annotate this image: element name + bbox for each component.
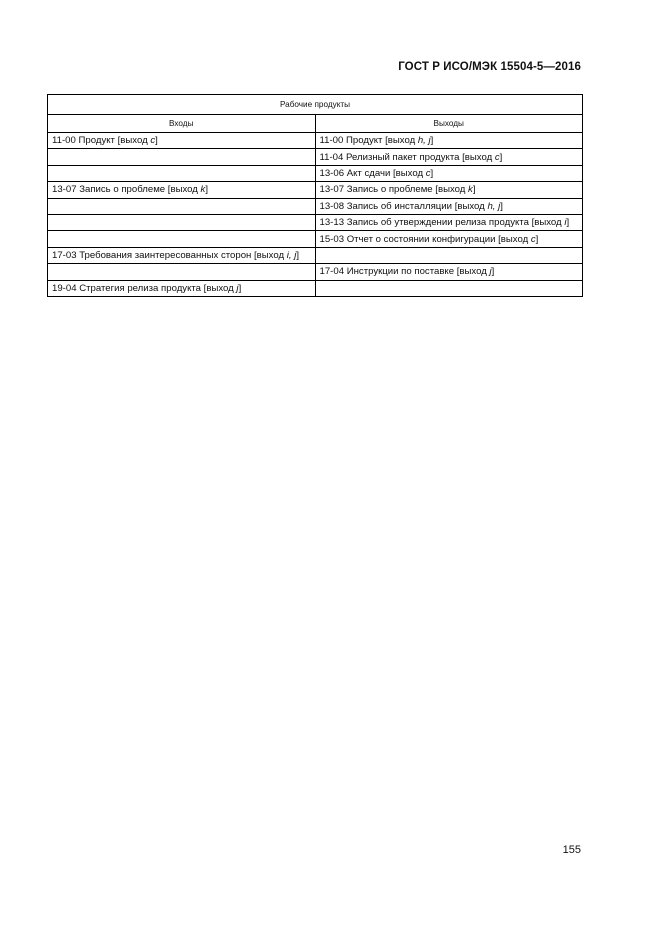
column-header-outputs: Выходы [315, 115, 583, 133]
table-row [48, 231, 583, 247]
input-cell [48, 198, 316, 214]
column-header-inputs: Входы [48, 115, 316, 133]
table-row [48, 165, 583, 181]
output-cell: 11-04 Релизный пакет продукта [выход c] [315, 149, 583, 165]
input-cell: 11-00 Продукт [выход c] [48, 133, 316, 149]
output-cell: 15-03 Отчет о состоянии конфигурации [выход c] [315, 231, 583, 247]
output-cell: 13-08 Запись об инсталляции [выход h, j] [315, 198, 583, 214]
table-row [48, 182, 583, 198]
input-cell [48, 214, 316, 230]
work-products-table [47, 94, 583, 297]
table-row [48, 149, 583, 165]
input-cell [48, 165, 316, 181]
table-row [48, 264, 583, 280]
output-cell [315, 280, 583, 296]
table-row [48, 198, 583, 214]
table-title: Рабочие продукты [48, 95, 583, 115]
page-number: 155 [562, 844, 581, 856]
output-cell: 13-13 Запись об утверждении релиза продукта [выход i] [315, 214, 583, 230]
input-cell: 13-07 Запись о проблеме [выход k] [48, 182, 316, 198]
document-standard-header: ГОСТ Р ИСО/МЭК 15504-5—2016 [398, 61, 581, 73]
input-cell: 17-03 Требования заинтересованных сторон [выход i, j] [48, 247, 316, 263]
table-row [48, 133, 583, 149]
input-cell [48, 149, 316, 165]
table-row [48, 214, 583, 230]
table-row [48, 247, 583, 263]
output-cell: 13-06 Акт сдачи [выход c] [315, 165, 583, 181]
output-cell: 17-04 Инструкции по поставке [выход j] [315, 264, 583, 280]
table-row [48, 280, 583, 296]
input-cell: 19-04 Стратегия релиза продукта [выход j] [48, 280, 316, 296]
input-cell [48, 264, 316, 280]
output-cell [315, 247, 583, 263]
input-cell [48, 231, 316, 247]
output-cell: 11-00 Продукт [выход h, j] [315, 133, 583, 149]
output-cell: 13-07 Запись о проблеме [выход k] [315, 182, 583, 198]
